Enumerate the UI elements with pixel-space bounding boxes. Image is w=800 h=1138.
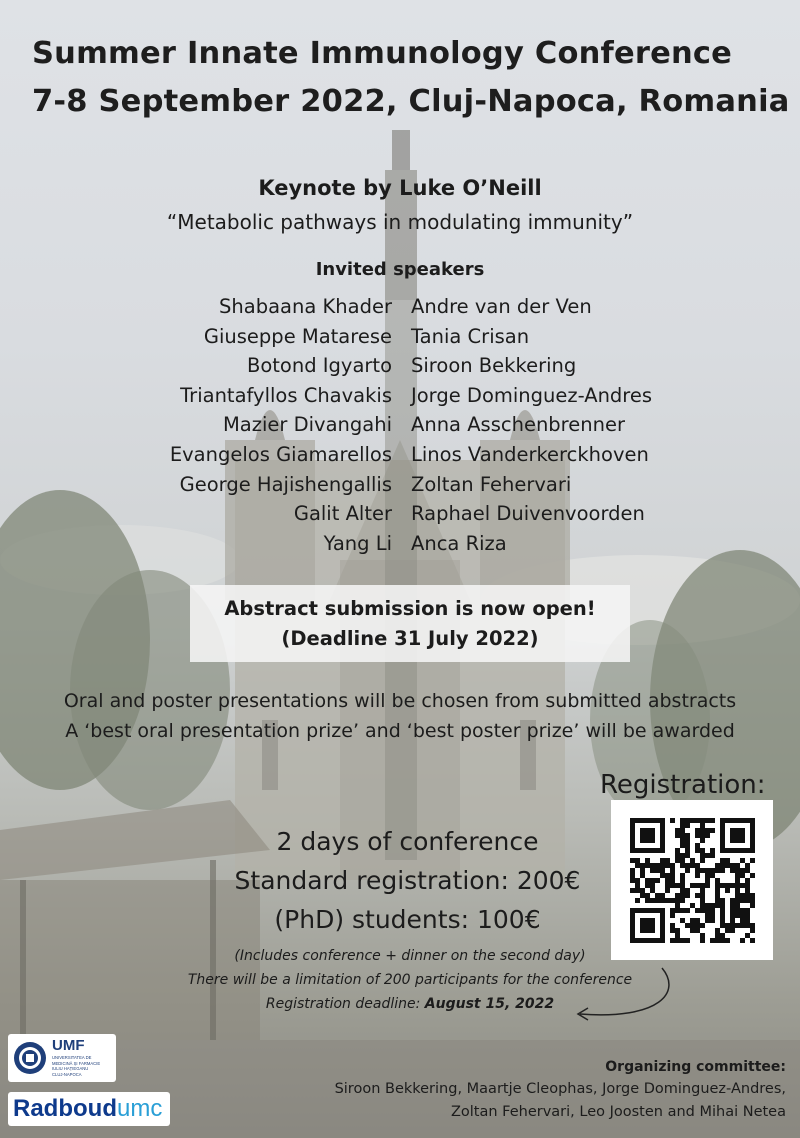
- abstract-open-text: Abstract submission is now open!: [224, 597, 596, 620]
- speaker-name: Andre van der Ven: [411, 295, 592, 318]
- speaker-name: Anca Riza: [411, 531, 507, 555]
- umf-subtitle-line: IULIU HAȚIEGANU: [52, 1066, 89, 1071]
- organizing-committee-line-1: Siroon Bekkering, Maartje Cleophas, Jorge Dominguez-Andres,: [334, 1081, 786, 1097]
- umf-subtitle-line: CLUJ-NAPOCA: [52, 1071, 82, 1077]
- conference-title: [32, 30, 790, 126]
- speaker-name: Tania Crisan: [411, 324, 530, 348]
- speaker-name: Evangelos Giamarellos: [169, 442, 392, 466]
- radboudumc-logo: [8, 1092, 170, 1126]
- registration-heading: Registration:: [600, 770, 766, 800]
- speaker-name: Botond Igyarto: [246, 354, 392, 378]
- title-line-2: 7-8 September 2022, Cluj-Napoca, Romania: [32, 84, 790, 119]
- speaker-name: Mazier Divangahi: [222, 413, 392, 437]
- arrow-icon: [570, 962, 690, 1032]
- speaker-name: Jorge Dominguez-Andres: [411, 383, 653, 407]
- umf-subtitle-line: UNIVERSITATEA DE: [52, 1055, 92, 1060]
- standard-fee: Standard registration: 200€: [234, 866, 581, 895]
- speaker-name: Triantafyllos Chavakis: [180, 383, 392, 407]
- qr-code-icon: [611, 800, 773, 960]
- speaker-name: Shabaana Khader: [219, 295, 392, 318]
- umf-wordmark: UMF: [52, 1037, 85, 1054]
- speaker-name: Siroon Bekkering: [411, 354, 577, 378]
- keynote-talk-title: “Metabolic pathways in modulating immunity”: [166, 210, 634, 234]
- dinner-note: (Includes conference + dinner on the second day): [234, 948, 586, 964]
- speaker-name: Anna Asschenbrenner: [411, 413, 625, 437]
- umf-logo: [8, 1034, 116, 1082]
- registration-fees: [205, 822, 610, 939]
- presentations-line-1: Oral and poster presentations will be chosen from submitted abstracts: [63, 690, 737, 712]
- radboud-text: Radboud: [13, 1095, 117, 1122]
- presentations-line-2: A ‘best oral presentation prize’ and ‘best poster prize’ will be awarded: [65, 720, 735, 742]
- registration-qr-code[interactable]: [611, 800, 773, 960]
- umc-text: umc: [116, 1095, 163, 1122]
- organizing-committee: [335, 1056, 786, 1124]
- speaker-name: George Hajishengallis: [179, 472, 392, 496]
- invited-speakers-heading: Invited speakers: [315, 259, 485, 280]
- speaker-name: Raphael Duivenvoorden: [411, 502, 645, 526]
- abstract-submission-box: [190, 585, 630, 662]
- organizing-committee-line-2: Zoltan Fehervari, Leo Joosten and Mihai Netea: [450, 1104, 786, 1120]
- umf-subtitle: [52, 1055, 100, 1077]
- speakers-left-column: [170, 292, 392, 558]
- umf-seal-icon: [13, 1041, 47, 1075]
- student-fee: (PhD) students: 100€: [274, 905, 541, 934]
- radboudumc-wordmark: [13, 1094, 162, 1124]
- deadline-date: August 15, 2022: [424, 996, 555, 1012]
- keynote-heading: Keynote by Luke O’Neill: [258, 176, 542, 200]
- speakers-right-column: [411, 292, 652, 558]
- deadline-label: Registration deadline:: [265, 996, 425, 1012]
- speaker-name: Yang Li: [323, 531, 392, 555]
- conference-days: 2 days of conference: [276, 827, 539, 856]
- limitation-note: There will be a limitation of 200 participants for the conference: [187, 972, 633, 988]
- speaker-name: Linos Vanderkerckhoven: [411, 442, 649, 466]
- speaker-name: Zoltan Fehervari: [411, 472, 572, 496]
- presentations-info: [0, 686, 800, 746]
- speaker-name: Galit Alter: [293, 502, 392, 526]
- umf-subtitle-line: MEDICINĂ ȘI FARMACIE: [52, 1060, 101, 1066]
- abstract-deadline-text: (Deadline 31 July 2022): [281, 627, 539, 650]
- speaker-name: Giuseppe Matarese: [203, 324, 392, 348]
- organizing-committee-heading: Organizing committee:: [605, 1059, 786, 1075]
- title-line-1: Summer Innate Immunology Conference: [32, 36, 733, 71]
